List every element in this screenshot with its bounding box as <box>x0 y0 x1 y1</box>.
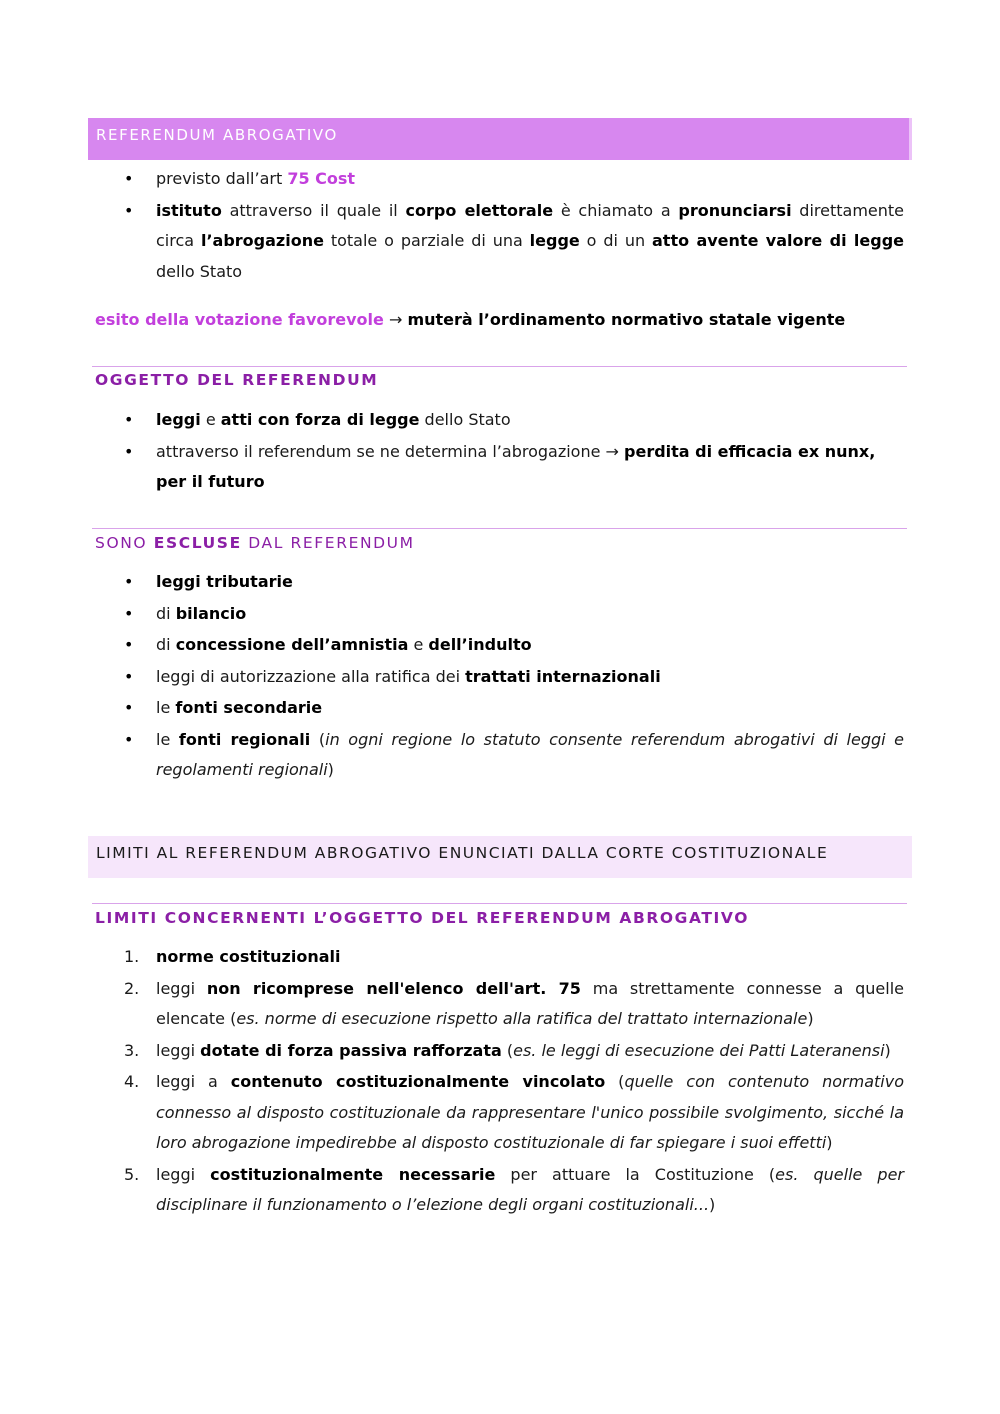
list-item: • di concessione dell’amnistia e dell’indulto <box>0 630 904 661</box>
bullet-list-oggetto <box>0 405 904 499</box>
list-item: 3. leggi dotate di forza passiva rafforzata (es. le leggi di esecuzione dei Patti Lateranensi) <box>124 1040 891 1060</box>
numbered-list-limiti <box>0 942 904 1222</box>
list-item: • le fonti secondarie <box>0 693 904 724</box>
section-header-limiti-corte <box>88 836 912 878</box>
divider <box>92 528 907 529</box>
section-header-referendum-abrogativo <box>88 118 912 160</box>
list-item: 5. leggi costituzionalmente necessarie per attuare la Costituzione (es. quelle per disciplinare il funzionamento o l’elezione degli organi costituzionali...) <box>124 1164 904 1214</box>
list-item: • leggi di autorizzazione alla ratifica dei trattati internazionali <box>0 662 904 693</box>
list-item: • istituto attraverso il quale il corpo elettorale è chiamato a pronunciarsi direttamente circa l’abrogazione totale o parziale di una legge o di un atto avente valore di legge dello Stato <box>0 196 904 288</box>
list-item: • leggi tributarie <box>0 567 904 598</box>
section-title: LIMITI AL REFERENDUM ABROGATIVO ENUNCIATI DALLA CORTE COSTITUZIONALE <box>96 844 829 862</box>
esito-paragraph: esito della votazione favorevole → muterà l’ordinamento normativo statale vigente <box>95 310 846 329</box>
list-item: 1. norme costituzionali <box>124 947 341 966</box>
list-item: • attraverso il referendum se ne determina l’abrogazione → perdita di efficacia ex nunx, per il futuro <box>0 437 904 498</box>
heading-escluse: SONO ESCLUSE DAL REFERENDUM <box>95 534 415 552</box>
divider <box>92 366 907 367</box>
list-item: • di bilancio <box>0 599 904 630</box>
divider <box>92 903 907 904</box>
bullet-list-escluse <box>0 567 904 787</box>
list-item: 2. leggi non ricomprese nell'elenco dell'art. 75 ma strettamente connesse a quelle elencate (es. norme di esecuzione rispetto alla ratifica del trattato internazionale) <box>124 978 904 1028</box>
list-item: 4. leggi a contenuto costituzionalmente vincolato (quelle con contenuto normativo connesso al disposto costituzionale da rappresentare l'unico possibile svolgimento, sicché la loro abrogazione impedirebbe al disposto costituzionale di far spiegare i suoi effetti) <box>124 1072 904 1152</box>
heading-limiti-oggetto: LIMITI CONCERNENTI L’OGGETTO DEL REFERENDUM ABROGATIVO <box>95 909 750 927</box>
section-title: REFERENDUM ABROGATIVO <box>96 126 338 144</box>
list-item: • le fonti regionali (in ogni regione lo statuto consente referendum abrogativi di leggi e regolamenti regionali) <box>0 725 904 786</box>
list-item: • previsto dall’art 75 Cost <box>0 164 904 195</box>
heading-oggetto: OGGETTO DEL REFERENDUM <box>95 371 379 389</box>
bullet-list-referendum <box>0 164 904 288</box>
list-item: • leggi e atti con forza di legge dello Stato <box>0 405 904 436</box>
